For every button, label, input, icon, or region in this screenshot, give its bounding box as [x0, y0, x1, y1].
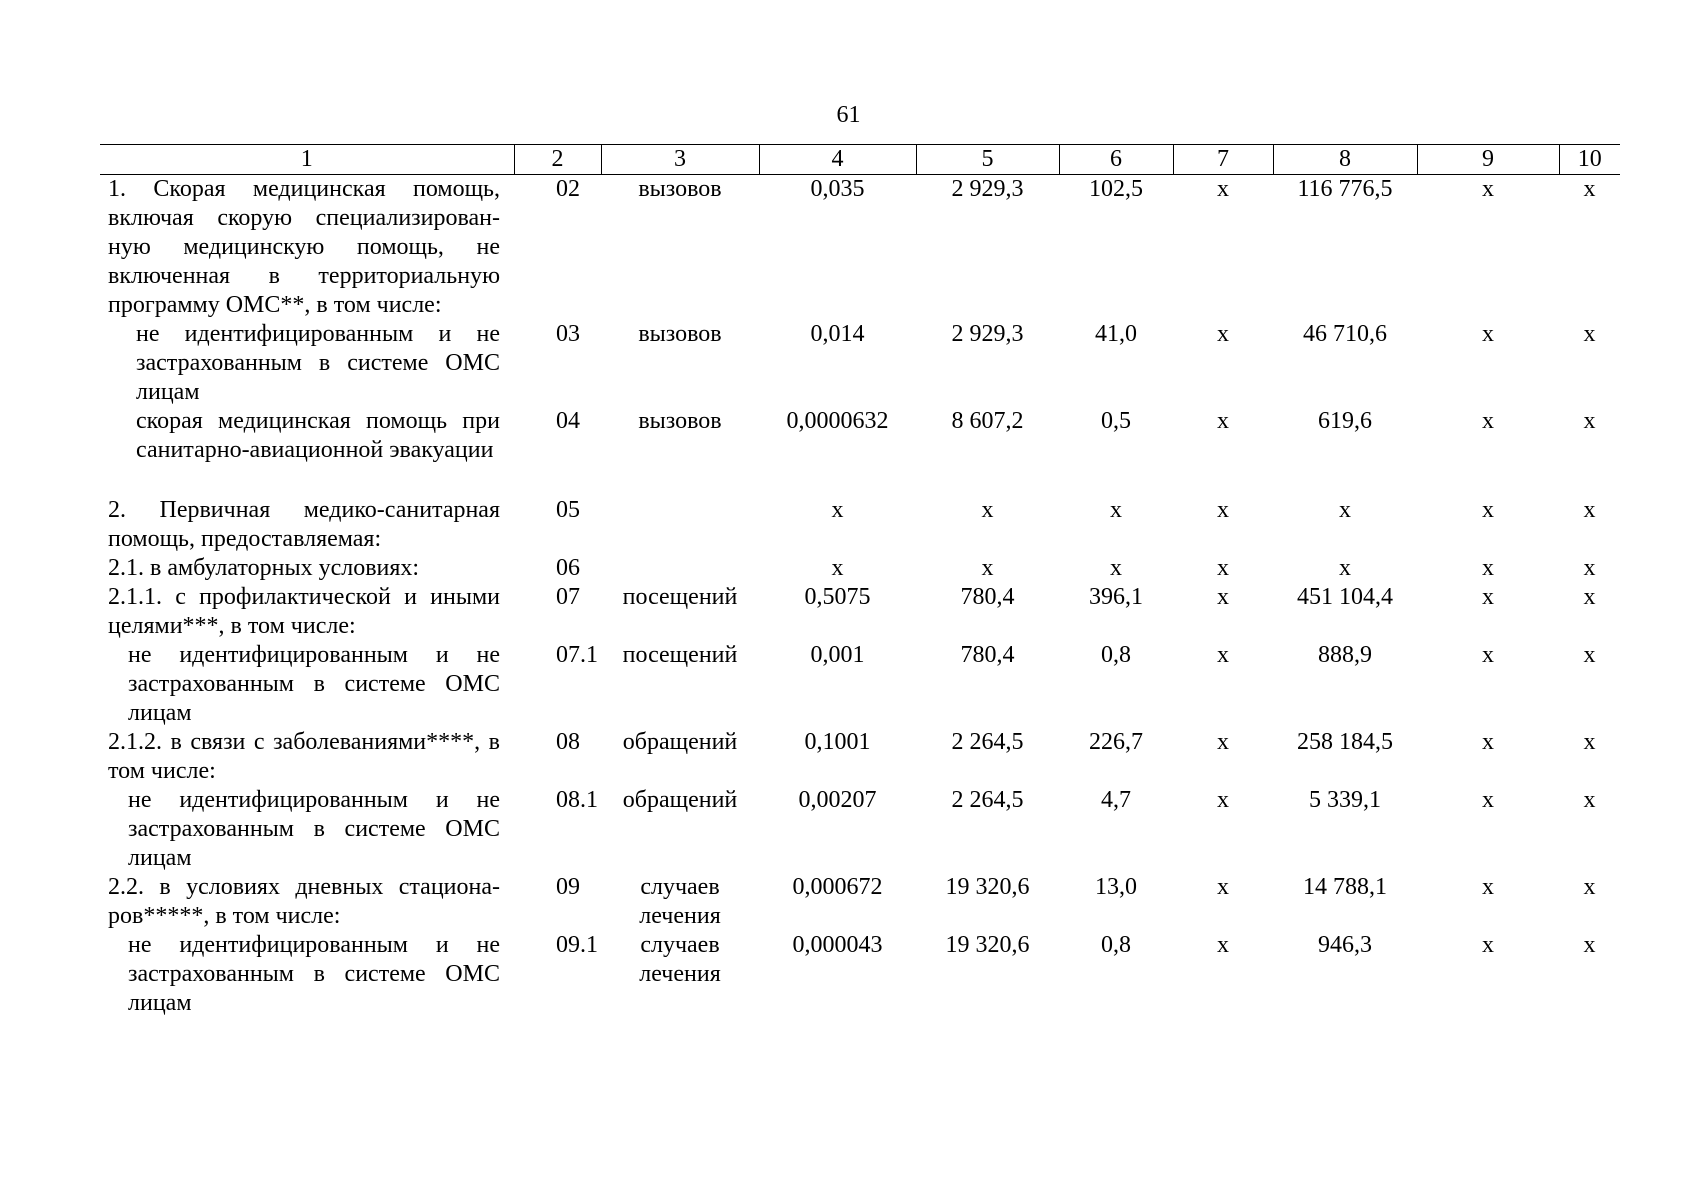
- row-value-7: х: [1217, 321, 1229, 347]
- row-value-6: 0,8: [1101, 932, 1131, 958]
- row-value-6: 396,1: [1089, 584, 1143, 610]
- column-header: 1: [100, 145, 514, 175]
- row-name: не идентифицированным и не застрахованным в системе ОМС лицам: [128, 787, 500, 871]
- row-value-5: 780,4: [960, 584, 1015, 610]
- row-value-7: х: [1217, 787, 1229, 813]
- row-value-4: 0,001: [810, 642, 865, 668]
- row-value-9: х: [1482, 408, 1494, 434]
- row-value-10: х: [1583, 321, 1596, 347]
- table-row: [100, 407, 1620, 465]
- row-name: не идентифицированным и не застрахованным в системе ОМС лицам: [128, 932, 500, 1016]
- row-value-9: х: [1482, 729, 1494, 755]
- row-value-8: 619,6: [1318, 408, 1372, 434]
- row-unit: случаев лечения: [639, 874, 721, 929]
- row-code: 02: [556, 176, 580, 202]
- row-value-9: х: [1482, 176, 1494, 202]
- row-value-5: 2 264,5: [951, 787, 1024, 813]
- row-value-4: 0,5075: [804, 584, 871, 610]
- row-value-4: 0,0000632: [786, 408, 889, 434]
- row-value-5: х: [981, 555, 994, 581]
- table-row: [100, 554, 1620, 583]
- row-value-6: х: [1110, 555, 1122, 581]
- row-value-8: 258 184,5: [1297, 729, 1393, 755]
- row-value-10: х: [1583, 642, 1596, 668]
- row-unit: посещений: [622, 642, 738, 668]
- row-value-9: х: [1482, 555, 1494, 581]
- row-value-4: 0,014: [810, 321, 865, 347]
- table-row: [100, 496, 1620, 554]
- row-code: 04: [556, 408, 580, 434]
- row-name: 2.1.2. в связи с заболеваниями****, в том числе:: [108, 729, 500, 784]
- column-header: 10: [1559, 145, 1620, 175]
- spacer-cell: [100, 465, 1620, 496]
- row-value-9: х: [1482, 787, 1494, 813]
- row-name: не идентифицированным и не застрахованным в системе ОМС лицам: [136, 321, 500, 405]
- column-header: 6: [1059, 145, 1173, 175]
- row-unit: обращений: [622, 787, 738, 813]
- row-unit: вызовов: [638, 176, 722, 202]
- row-value-5: 2 264,5: [951, 729, 1024, 755]
- row-value-5: 2 929,3: [951, 176, 1024, 202]
- row-value-8: х: [1339, 555, 1351, 581]
- row-value-9: х: [1482, 642, 1494, 668]
- table-row: [100, 175, 1620, 321]
- row-value-8: 14 788,1: [1303, 874, 1387, 900]
- header-row: [100, 145, 1620, 175]
- row-value-7: х: [1217, 176, 1229, 202]
- row-code: 08.1: [556, 787, 598, 813]
- page-number: 61: [836, 102, 861, 128]
- row-code: 09: [556, 874, 580, 900]
- row-value-8: 5 339,1: [1309, 787, 1381, 813]
- column-header: 2: [514, 145, 601, 175]
- table-row: [100, 728, 1620, 786]
- row-name: 2.1.1. с профилактической и иными целями***, в том числе:: [108, 584, 500, 639]
- row-value-10: х: [1583, 555, 1596, 581]
- row-value-4: 0,00207: [798, 787, 877, 813]
- row-value-8: 888,9: [1318, 642, 1372, 668]
- row-unit: вызовов: [638, 408, 722, 434]
- column-header: 9: [1417, 145, 1559, 175]
- row-value-9: х: [1482, 874, 1494, 900]
- table-row: [100, 786, 1620, 873]
- column-header: 7: [1173, 145, 1273, 175]
- row-code: 07.1: [556, 642, 598, 668]
- row-value-5: 19 320,6: [945, 932, 1030, 958]
- row-value-6: 102,5: [1089, 176, 1143, 202]
- row-value-7: х: [1217, 932, 1229, 958]
- row-value-4: х: [831, 555, 844, 581]
- row-value-10: х: [1583, 584, 1596, 610]
- row-code: 09.1: [556, 932, 598, 958]
- row-value-4: 0,035: [810, 176, 865, 202]
- row-value-9: х: [1482, 497, 1494, 523]
- row-name: не идентифицированным и не застрахованным в системе ОМС лицам: [128, 642, 500, 726]
- row-name: 1. Скорая медицинская помощь, включая скорую специализирован-ную медицинскую помощь, не включенная в территориальную программу ОМС**, в том числе:: [108, 176, 500, 318]
- row-unit: [601, 554, 759, 583]
- row-value-7: х: [1217, 584, 1229, 610]
- column-header: 5: [916, 145, 1059, 175]
- row-value-10: х: [1583, 176, 1596, 202]
- row-value-8: 46 710,6: [1303, 321, 1387, 347]
- table-row: [100, 931, 1620, 1018]
- row-code: 05: [556, 497, 580, 523]
- row-value-7: х: [1217, 729, 1229, 755]
- row-value-6: х: [1110, 497, 1122, 523]
- row-name: 2.1. в амбулаторных условиях:: [108, 555, 420, 581]
- row-value-9: х: [1482, 932, 1494, 958]
- row-value-4: 0,000043: [792, 932, 883, 958]
- row-value-5: х: [981, 497, 994, 523]
- row-value-4: 0,1001: [804, 729, 871, 755]
- row-value-10: х: [1583, 932, 1596, 958]
- spacer-row: [100, 465, 1620, 496]
- row-value-7: х: [1217, 874, 1229, 900]
- row-code: 07: [556, 584, 580, 610]
- row-value-4: 0,000672: [792, 874, 883, 900]
- row-value-6: 13,0: [1095, 874, 1137, 900]
- row-value-8: 451 104,4: [1297, 584, 1393, 610]
- table-row: [100, 641, 1620, 728]
- row-value-8: 116 776,5: [1297, 176, 1393, 202]
- row-unit: обращений: [622, 729, 738, 755]
- row-unit: посещений: [622, 584, 738, 610]
- row-name: скорая медицинская помощь при санитарно-авиационной эвакуации: [136, 408, 500, 463]
- row-code: 08: [556, 729, 580, 755]
- row-value-10: х: [1583, 408, 1596, 434]
- row-name: 2. Первичная медико-санитарная помощь, предоставляемая:: [108, 497, 500, 552]
- table-row: [100, 873, 1620, 931]
- row-value-9: х: [1482, 584, 1494, 610]
- table-row: [100, 583, 1620, 641]
- column-header: 8: [1273, 145, 1417, 175]
- row-value-6: 0,5: [1101, 408, 1131, 434]
- row-value-8: 946,3: [1318, 932, 1372, 958]
- row-value-5: 780,4: [960, 642, 1015, 668]
- row-value-7: х: [1217, 555, 1229, 581]
- row-value-6: 226,7: [1089, 729, 1143, 755]
- row-value-10: х: [1583, 497, 1596, 523]
- row-value-10: х: [1583, 729, 1596, 755]
- row-value-5: 19 320,6: [945, 874, 1030, 900]
- row-value-5: 8 607,2: [951, 408, 1024, 434]
- data-table: [100, 144, 1620, 1018]
- row-value-8: х: [1339, 497, 1351, 523]
- row-value-4: х: [831, 497, 844, 523]
- row-value-10: х: [1583, 787, 1596, 813]
- row-value-7: х: [1217, 642, 1229, 668]
- row-value-7: х: [1217, 497, 1229, 523]
- column-header: 3: [601, 145, 759, 175]
- table-row: [100, 320, 1620, 407]
- row-code: 06: [556, 555, 580, 581]
- column-header: 4: [759, 145, 916, 175]
- row-value-10: х: [1583, 874, 1596, 900]
- row-name: 2.2. в условиях дневных стациона-ров*****, в том числе:: [108, 874, 500, 929]
- row-value-9: х: [1482, 321, 1494, 347]
- row-unit: случаев лечения: [639, 932, 721, 987]
- row-unit: [601, 496, 759, 554]
- row-unit: вызовов: [638, 321, 722, 347]
- row-value-6: 4,7: [1101, 787, 1131, 813]
- row-value-6: 41,0: [1095, 321, 1137, 347]
- row-value-6: 0,8: [1101, 642, 1131, 668]
- row-value-5: 2 929,3: [951, 321, 1024, 347]
- row-value-7: х: [1217, 408, 1229, 434]
- row-code: 03: [556, 321, 580, 347]
